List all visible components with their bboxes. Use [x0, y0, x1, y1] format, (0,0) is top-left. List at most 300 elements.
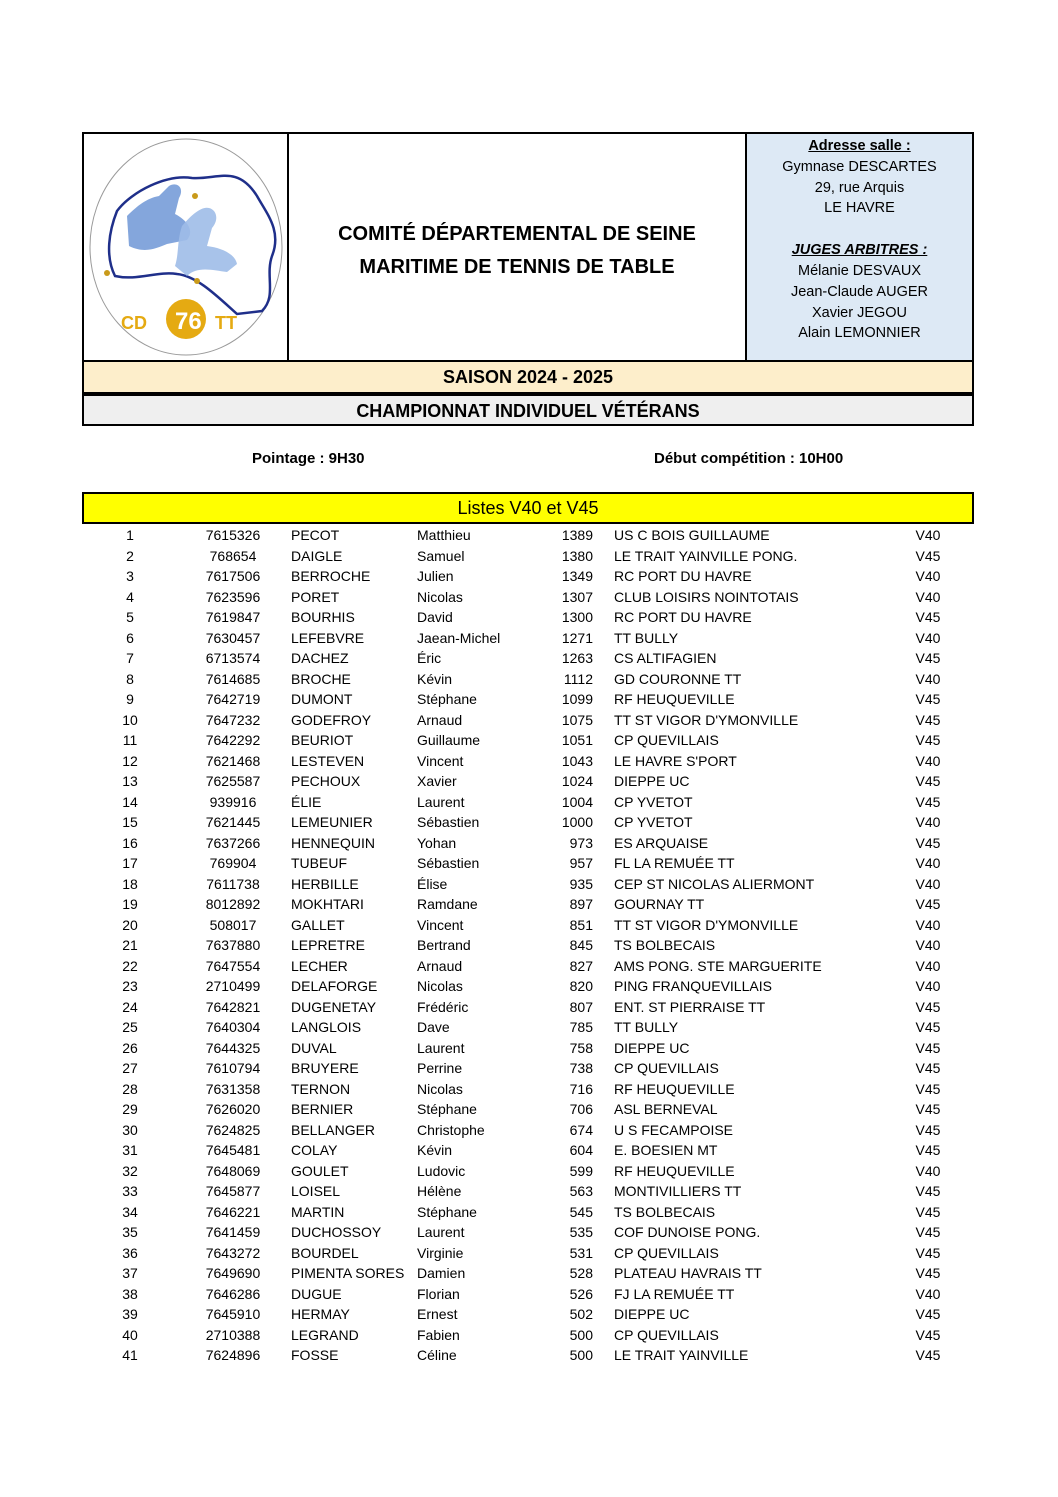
category-cell: V40 [915, 527, 941, 543]
points-cell: 1000 [561, 814, 593, 830]
rank-cell: 13 [122, 773, 138, 789]
licence-cell: 7610794 [205, 1060, 261, 1076]
table-row [0, 853, 1058, 874]
category-cell: V45 [915, 1101, 941, 1117]
licence-cell: 7645481 [205, 1142, 261, 1158]
lastname-cell: FOSSE [291, 1347, 339, 1363]
licence-cell: 7645910 [205, 1306, 261, 1322]
rank-cell: 17 [122, 855, 138, 871]
club-cell: US C BOIS GUILLAUME [614, 527, 770, 543]
points-cell: 1051 [561, 732, 593, 748]
category-cell: V45 [915, 1039, 941, 1056]
firstname-cell: Kévin [417, 670, 453, 687]
club-cell: DIEPPE UC [614, 773, 690, 789]
firstname-cell: Sébastien [417, 814, 480, 830]
club-cell: AMS PONG. STE MARGUERITE [614, 957, 822, 974]
licence-cell: 7619847 [205, 609, 261, 625]
table-row [0, 1222, 1058, 1243]
lastname-cell: BOURHIS [291, 609, 355, 625]
rank-cell: 37 [122, 1265, 138, 1281]
firstname-cell: Perrine [417, 1060, 463, 1076]
licence-cell: 7623596 [205, 588, 261, 605]
category-cell: V45 [915, 691, 941, 707]
club-cell: FL LA REMUÉE TT [614, 855, 735, 871]
firstname-cell: Frédéric [417, 998, 469, 1015]
points-cell: 827 [569, 957, 593, 974]
address-line: LE HAVRE [824, 200, 895, 217]
club-cell: PING FRANQUEVILLAIS [614, 978, 772, 994]
lastname-cell: DUCHOSSOY [291, 1224, 382, 1240]
table-row [0, 976, 1058, 997]
category-cell: V45 [915, 834, 941, 851]
firstname-cell: Dave [417, 1019, 450, 1035]
lastname-cell: LEMEUNIER [291, 814, 373, 830]
club-cell: COF DUNOISE PONG. [614, 1224, 761, 1240]
club-cell: RF HEUQUEVILLE [614, 691, 735, 707]
lastname-cell: GOULET [291, 1162, 349, 1179]
table-row [0, 997, 1058, 1018]
club-cell: FJ LA REMUÉE TT [614, 1285, 735, 1302]
rank-cell: 10 [122, 711, 138, 728]
points-cell: 716 [569, 1080, 593, 1097]
licence-cell: 7621468 [205, 752, 261, 769]
firstname-cell: Nicolas [417, 978, 463, 994]
licence-cell: 7647232 [205, 711, 261, 728]
club-cell: RF HEUQUEVILLE [614, 1162, 735, 1179]
licence-cell: 7614685 [205, 670, 261, 687]
table-row [0, 874, 1058, 895]
category-cell: V45 [915, 1306, 941, 1322]
licence-cell: 2710499 [205, 978, 261, 994]
table-row [0, 1058, 1058, 1079]
rank-cell: 18 [122, 875, 138, 892]
rank-cell: 5 [126, 609, 134, 625]
lastname-cell: GALLET [291, 916, 345, 933]
firstname-cell: Céline [417, 1347, 457, 1363]
rank-cell: 21 [122, 937, 138, 953]
table-row [0, 894, 1058, 915]
licence-cell: 2710388 [205, 1326, 261, 1343]
table-row [0, 833, 1058, 854]
rank-cell: 29 [122, 1101, 138, 1117]
points-cell: 897 [569, 896, 593, 912]
svg-text:76: 76 [174, 308, 202, 335]
cd76tt-logo [87, 136, 285, 358]
points-cell: 674 [569, 1121, 593, 1138]
rank-cell: 3 [126, 568, 134, 584]
category-cell: V40 [915, 670, 941, 687]
licence-cell: 7625587 [205, 773, 261, 789]
lastname-cell: HENNEQUIN [291, 834, 376, 851]
firstname-cell: Bertrand [417, 937, 471, 953]
category-cell: V45 [915, 793, 941, 810]
category-cell: V40 [915, 814, 941, 830]
club-cell: TT BULLY [614, 629, 679, 646]
category-cell: V45 [915, 547, 941, 564]
title-cell [289, 134, 747, 360]
points-cell: 1075 [561, 711, 593, 728]
category-cell: V45 [915, 650, 941, 666]
club-cell: LE TRAIT YAINVILLE PONG. [614, 547, 798, 564]
rank-cell: 2 [126, 547, 134, 564]
table-row [0, 1284, 1058, 1305]
licence-cell: 7617506 [205, 568, 261, 584]
licence-cell: 7648069 [205, 1162, 261, 1179]
points-cell: 502 [569, 1306, 593, 1322]
category-cell: V45 [915, 1265, 941, 1281]
licence-cell: 7626020 [205, 1101, 261, 1117]
points-cell: 706 [569, 1101, 593, 1117]
rank-cell: 11 [122, 732, 138, 748]
lastname-cell: PIMENTA SORES [291, 1265, 405, 1281]
points-cell: 820 [569, 978, 593, 994]
licence-cell: 7611738 [206, 875, 260, 892]
player-list [0, 525, 1058, 1366]
lastname-cell: DAIGLE [291, 547, 343, 564]
firstname-cell: Samuel [417, 547, 465, 564]
category-cell: V40 [915, 588, 941, 605]
points-cell: 1271 [561, 629, 593, 646]
category-cell: V45 [915, 1244, 941, 1261]
firstname-cell: Matthieu [417, 527, 471, 543]
firstname-cell: Élise [417, 875, 448, 892]
club-cell: E. BOESIEN MT [614, 1142, 718, 1158]
category-cell: V40 [915, 752, 941, 769]
table-row [0, 566, 1058, 587]
category-cell: V40 [915, 855, 941, 871]
lastname-cell: DELAFORGE [291, 978, 378, 994]
address-line: 29, rue Arquis [814, 179, 905, 196]
points-cell: 1099 [561, 691, 593, 707]
title-line-1: COMITÉ DÉPARTEMENTAL DE SEINE [338, 223, 696, 245]
club-cell: RF HEUQUEVILLE [614, 1080, 735, 1097]
licence-cell: 508017 [209, 916, 257, 933]
table-row [0, 587, 1058, 608]
licence-cell: 939916 [209, 793, 257, 810]
licence-cell: 7621445 [205, 814, 261, 830]
table-row [0, 648, 1058, 669]
licence-cell: 7644325 [205, 1039, 261, 1056]
lastname-cell: BEURIOT [291, 732, 354, 748]
firstname-cell: Stéphane [417, 1101, 477, 1117]
points-cell: 738 [569, 1060, 593, 1076]
category-cell: V40 [915, 937, 941, 953]
club-cell: PLATEAU HAVRAIS TT [614, 1265, 762, 1281]
table-row [0, 730, 1058, 751]
svg-text:TT: TT [214, 313, 237, 333]
rank-cell: 24 [122, 998, 138, 1015]
points-cell: 604 [569, 1142, 593, 1158]
rank-cell: 6 [126, 629, 134, 646]
lastname-cell: PORET [291, 588, 340, 605]
club-cell: RC PORT DU HAVRE [614, 609, 752, 625]
firstname-cell: Yohan [417, 834, 457, 851]
licence-cell: 768654 [209, 547, 257, 564]
table-row [0, 956, 1058, 977]
firstname-cell: Julien [417, 568, 454, 584]
category-cell: V45 [915, 1080, 941, 1097]
club-cell: CP QUEVILLAIS [614, 1326, 719, 1343]
firstname-cell: Fabien [417, 1326, 460, 1343]
licence-cell: 7642821 [205, 998, 261, 1015]
licence-cell: 7637266 [205, 834, 261, 851]
points-cell: 526 [569, 1285, 593, 1302]
licence-cell: 7642292 [205, 732, 261, 748]
start-time: Début compétition : 10H00 [654, 450, 844, 467]
category-cell: V45 [915, 1019, 941, 1035]
lastname-cell: DUGENETAY [291, 998, 377, 1015]
info-cell [747, 134, 972, 360]
category-cell: V40 [915, 875, 941, 892]
category-cell: V45 [915, 1347, 941, 1363]
judges-label: JUGES ARBITRES : [791, 242, 928, 259]
table-row [0, 1038, 1058, 1059]
category-cell: V45 [915, 1203, 941, 1220]
lastname-cell: MARTIN [291, 1203, 345, 1220]
category-cell: V45 [915, 1326, 941, 1343]
points-cell: 807 [569, 998, 593, 1015]
rank-cell: 40 [122, 1326, 138, 1343]
firstname-cell: Nicolas [417, 588, 463, 605]
firstname-cell: Guillaume [417, 732, 481, 748]
table-row [0, 1263, 1058, 1284]
licence-cell: 6713574 [205, 650, 261, 666]
category-cell: V45 [915, 998, 941, 1015]
licence-cell: 8012892 [205, 896, 261, 912]
category-cell: V45 [915, 773, 941, 789]
firstname-cell: Kévin [417, 1142, 453, 1158]
category-cell: V45 [915, 711, 941, 728]
lastname-cell: BERNIER [291, 1101, 354, 1117]
table-row [0, 1243, 1058, 1264]
table-row [0, 1181, 1058, 1202]
club-cell: CP QUEVILLAIS [614, 732, 719, 748]
licence-cell: 7646221 [205, 1203, 261, 1220]
points-cell: 758 [569, 1039, 593, 1056]
points-cell: 1307 [561, 588, 593, 605]
licence-cell: 7646286 [205, 1285, 261, 1302]
rank-cell: 38 [122, 1285, 138, 1302]
address-line: Gymnase DESCARTES [782, 158, 937, 175]
licence-cell: 7647554 [205, 957, 261, 974]
header-table [82, 132, 974, 362]
points-cell: 1380 [561, 547, 593, 564]
lastname-cell: LESTEVEN [291, 752, 365, 769]
points-cell: 599 [569, 1162, 593, 1179]
table-row [0, 607, 1058, 628]
lastname-cell: TUBEUF [291, 855, 347, 871]
points-cell: 545 [569, 1203, 593, 1220]
points-cell: 528 [569, 1265, 593, 1281]
category-cell: V40 [915, 1162, 941, 1179]
licence-cell: 769904 [209, 855, 257, 871]
firstname-cell: Damien [417, 1265, 466, 1281]
club-cell: RC PORT DU HAVRE [614, 568, 752, 584]
firstname-cell: Virginie [417, 1244, 464, 1261]
rank-cell: 26 [122, 1039, 138, 1056]
judge-name: Jean-Claude AUGER [790, 283, 928, 300]
club-cell: TS BOLBECAIS [614, 1203, 716, 1220]
club-cell: DIEPPE UC [614, 1306, 690, 1322]
lastname-cell: HERMAY [291, 1306, 350, 1322]
table-row [0, 1017, 1058, 1038]
rank-cell: 4 [126, 588, 134, 605]
lastname-cell: BRUYERE [291, 1060, 359, 1076]
category-cell: V40 [915, 916, 941, 933]
lastname-cell: BOURDEL [291, 1244, 359, 1261]
licence-cell: 7643272 [205, 1244, 261, 1261]
firstname-cell: Ernest [417, 1306, 458, 1322]
club-cell: GOURNAY TT [614, 896, 705, 912]
lastname-cell: BELLANGER [291, 1121, 376, 1138]
rank-cell: 16 [122, 834, 138, 851]
svg-text:CD: CD [120, 313, 147, 333]
club-cell: U S FECAMPOISE [614, 1121, 734, 1138]
lastname-cell: BROCHE [291, 670, 351, 687]
licence-cell: 7631358 [205, 1080, 261, 1097]
list-title-banner: Listes V40 et V45 [82, 492, 974, 524]
category-cell: V40 [915, 957, 941, 974]
category-cell: V40 [915, 978, 941, 994]
points-cell: 785 [569, 1019, 593, 1035]
club-cell: ES ARQUAISE [614, 834, 709, 851]
lastname-cell: TERNON [291, 1080, 351, 1097]
lastname-cell: COLAY [291, 1142, 338, 1158]
firstname-cell: Arnaud [417, 711, 463, 728]
category-cell: V40 [915, 1285, 941, 1302]
table-row [0, 546, 1058, 567]
table-row [0, 771, 1058, 792]
title-line-2: MARITIME DE TENNIS DE TABLE [359, 256, 675, 278]
firstname-cell: Stéphane [417, 1203, 477, 1220]
category-cell: V40 [915, 629, 941, 646]
firstname-cell: Laurent [417, 1039, 465, 1056]
firstname-cell: Christophe [417, 1121, 485, 1138]
lastname-cell: DACHEZ [291, 650, 349, 666]
judge-name: Mélanie DESVAUX [797, 262, 922, 279]
address-label: Adresse salle : [808, 138, 911, 154]
rank-cell: 35 [122, 1224, 138, 1240]
licence-cell: 7641459 [205, 1224, 261, 1240]
lastname-cell: DUVAL [291, 1039, 337, 1056]
rank-cell: 28 [122, 1080, 138, 1097]
table-row [0, 1325, 1058, 1346]
firstname-cell: Hélène [417, 1183, 462, 1199]
lastname-cell: GODEFROY [291, 711, 372, 728]
table-row [0, 1345, 1058, 1366]
points-cell: 531 [569, 1244, 593, 1261]
licence-cell: 7645877 [205, 1183, 261, 1199]
lastname-cell: PECHOUX [291, 773, 361, 789]
rank-cell: 39 [122, 1306, 138, 1322]
table-row [0, 669, 1058, 690]
club-cell: TS BOLBECAIS [614, 937, 716, 953]
lastname-cell: HERBILLE [291, 875, 359, 892]
club-cell: CP QUEVILLAIS [614, 1244, 719, 1261]
firstname-cell: Vincent [417, 916, 464, 933]
rank-cell: 9 [126, 691, 134, 707]
judge-name: Alain LEMONNIER [798, 325, 921, 342]
table-row [0, 628, 1058, 649]
table-row [0, 1079, 1058, 1100]
table-row [0, 1140, 1058, 1161]
rank-cell: 36 [122, 1244, 138, 1261]
lastname-cell: LEGRAND [291, 1326, 359, 1343]
points-cell: 1389 [561, 527, 593, 543]
club-cell: CS ALTIFAGIEN [614, 650, 717, 666]
club-cell: ENT. ST PIERRAISE TT [614, 998, 766, 1015]
category-cell: V45 [915, 732, 941, 748]
club-cell: CP QUEVILLAIS [614, 1060, 719, 1076]
table-row [0, 935, 1058, 956]
club-cell: ASL BERNEVAL [614, 1101, 718, 1117]
firstname-cell: Sébastien [417, 855, 480, 871]
judge-name: Xavier JEGOU [811, 304, 908, 321]
licence-cell: 7615326 [205, 527, 261, 543]
club-cell: CP YVETOT [614, 793, 693, 810]
club-cell: CP YVETOT [614, 814, 693, 830]
table-row [0, 689, 1058, 710]
rank-cell: 12 [122, 752, 138, 769]
rank-cell: 1 [126, 527, 134, 543]
licence-cell: 7642719 [205, 691, 261, 707]
firstname-cell: Florian [417, 1285, 460, 1302]
category-cell: V45 [915, 609, 941, 625]
club-cell: CLUB LOISIRS NOINTOTAIS [614, 588, 799, 605]
points-cell: 535 [569, 1224, 593, 1240]
category-cell: V45 [915, 1142, 941, 1158]
rank-cell: 30 [122, 1121, 138, 1138]
licence-cell: 7637880 [205, 937, 261, 953]
points-cell: 1300 [561, 609, 593, 625]
table-row [0, 1304, 1058, 1325]
table-row [0, 812, 1058, 833]
rank-cell: 7 [126, 650, 134, 666]
firstname-cell: Laurent [417, 793, 465, 810]
lastname-cell: LOISEL [291, 1183, 341, 1199]
table-row [0, 1161, 1058, 1182]
firstname-cell: Éric [417, 650, 442, 666]
club-cell: MONTIVILLIERS TT [614, 1183, 742, 1199]
points-cell: 957 [569, 855, 593, 871]
table-row [0, 1099, 1058, 1120]
table-row [0, 710, 1058, 731]
lastname-cell: LECHER [291, 957, 348, 974]
points-cell: 1112 [563, 670, 593, 687]
points-cell: 500 [569, 1326, 593, 1343]
club-cell: LE HAVRE S'PORT [614, 752, 737, 769]
lastname-cell: PECOT [291, 527, 340, 543]
licence-cell: 7649690 [205, 1265, 261, 1281]
rank-cell: 34 [122, 1203, 138, 1220]
club-cell: TT ST VIGOR D'YMONVILLE [614, 916, 799, 933]
club-cell: TT ST VIGOR D'YMONVILLE [614, 711, 799, 728]
category-cell: V45 [915, 896, 941, 912]
firstname-cell: Stéphane [417, 691, 477, 707]
firstname-cell: Ramdane [417, 896, 478, 912]
firstname-cell: Laurent [417, 1224, 465, 1240]
table-row [0, 1202, 1058, 1223]
rank-cell: 25 [122, 1019, 138, 1035]
points-cell: 500 [569, 1347, 593, 1363]
points-cell: 1024 [561, 773, 593, 789]
category-cell: V45 [915, 1060, 941, 1076]
rank-cell: 19 [122, 896, 138, 912]
firstname-cell: Arnaud [417, 957, 463, 974]
points-cell: 1263 [561, 650, 593, 666]
points-cell: 1349 [561, 568, 593, 584]
table-row [0, 525, 1058, 546]
